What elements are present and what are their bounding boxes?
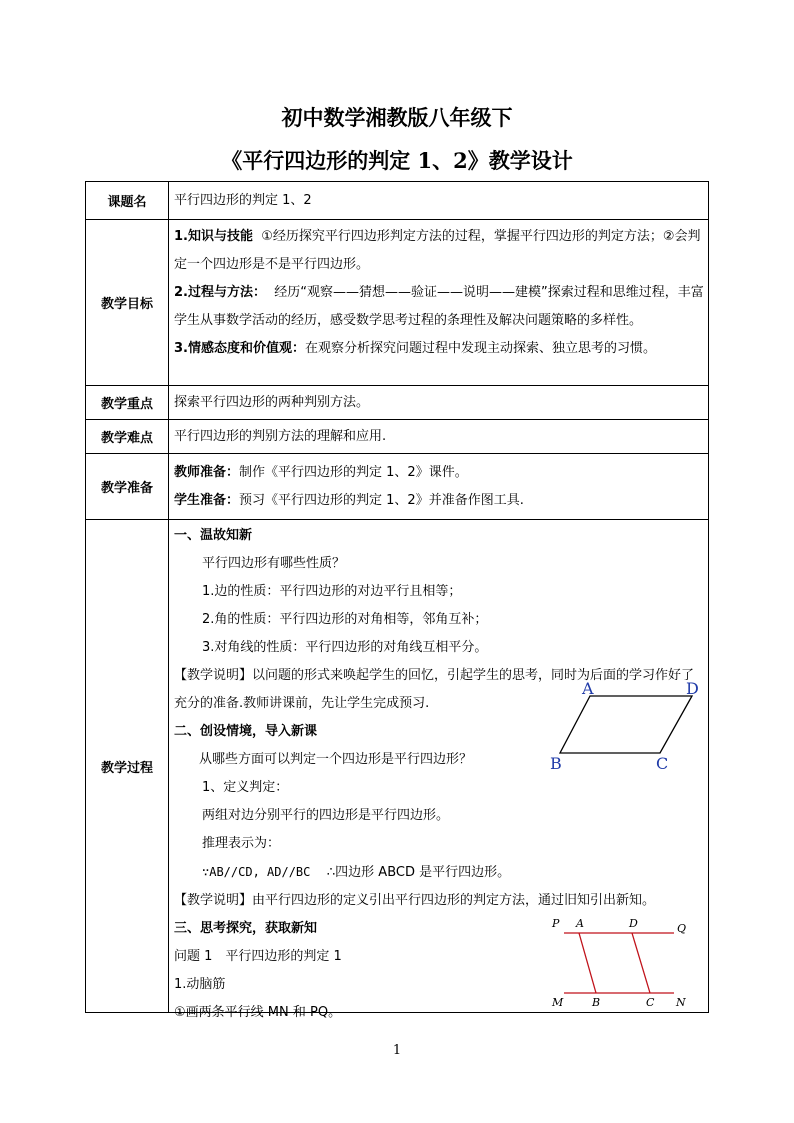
table-row-goals [86,220,709,386]
reasoning-premise: ∵AB//CD, AD//BC [202,865,311,879]
reasoning-label: 推理表示为： [202,836,281,851]
vertex-label-c: C [656,754,669,773]
point-label-p: P [552,917,560,930]
parallelogram-shape [560,696,692,753]
segment-ab [579,933,596,993]
process-content [169,520,709,1020]
row-label-difficulty: 教学难点 [86,420,169,454]
point-label-n: N [676,996,686,1009]
table-row-process [86,520,709,1013]
property-diagonals: 3.对角线的性质：平行四边形的对角线互相平分。 [202,640,488,655]
row-label-preparation: 教学准备 [86,454,169,520]
property-angles: 2.角的性质：平行四边形的对角相等，邻角互补； [202,612,488,627]
note1-text: 以问题的形式来唤起学生的回忆，引起学生的思考，同时为后面的学习作好了充分的准备.教师讲课前，先让学生完成预习. [174,668,695,711]
prep-teacher-text: 制作《平行四边形的判定 1、2》课件。 [239,465,468,480]
table-row-keypoint [86,386,709,420]
goal-process [174,279,704,335]
goal-process-text: 经历“观察——猜想——验证——说明——建模”探索过程和思维过程，丰富学生从事数学活动的经历，感受数学思考过程的条理性及解决问题策略的多样性。 [174,285,704,328]
definition-heading: 1、定义判定： [202,780,289,795]
prep-student-text: 预习《平行四边形的判定 1、2》并准备作图工具. [239,493,524,508]
vertex-label-d: D [686,679,699,698]
note1-tag: 【教学说明】 [174,668,253,683]
definition-text: 两组对边分别平行的四边形是平行四边形。 [202,808,450,823]
note2-tag: 【教学说明】 [174,893,253,908]
goal-emotion [174,335,704,363]
prep-teacher-head: 教师准备： [174,465,240,480]
page-number: 1 [392,1043,402,1058]
goal-knowledge [174,223,704,279]
point-label-q: Q [677,922,687,935]
table-row-topic [86,182,709,220]
parallelogram-figure [550,679,702,773]
row-label-keypoint: 教学重点 [86,386,169,420]
goal-knowledge-text: ①经历探究平行四边形判定方法的过程，掌握平行四边形的判定方法；②会判定一个四边形是不是平行四边形。 [174,229,701,272]
draw-instruction: ①画两条平行线 MN 和 PQ。 [174,1005,342,1020]
property-sides: 1.边的性质：平行四边形的对边平行且相等； [202,584,462,599]
goals-content [169,220,709,386]
teaching-note-2 [174,887,704,915]
document-title-line2: 《平行四边形的判定 1、2》教学设计 [221,148,573,173]
topic-value: 平行四边形的判定 1、2 [169,182,709,220]
keypoint-value: 探索平行四边形的两种判别方法。 [169,386,709,420]
table-row-difficulty [86,420,709,454]
intro-question: 从哪些方面可以判定一个四边形是平行四边形？ [199,752,473,767]
goal-emotion-head: 3.情感态度和价值观： [174,341,305,356]
document-title-line1: 初中数学湘教版八年级下 [281,105,513,130]
prep-student [174,487,704,515]
point-label-d: D [629,917,638,930]
goal-emotion-text: 在观察分析探究问题过程中发现主动探索、独立思考的习惯。 [304,341,656,356]
section2-heading: 二、创设情境，导入新课 [174,724,318,739]
review-question: 平行四边形有哪些性质？ [202,556,346,571]
row-label-goals: 教学目标 [86,220,169,386]
point-label-b: B [592,996,601,1009]
note2-text: 由平行四边形的定义引出平行四边形的判定方法，通过旧知引出新知。 [252,893,656,908]
point-label-m: M [552,996,564,1009]
difficulty-value: 平行四边形的判别方法的理解和应用. [169,420,709,454]
segment-dc [632,933,650,993]
reasoning-line [174,858,704,887]
point-label-a: A [576,917,584,930]
lesson-plan-table [85,181,709,1020]
goal-knowledge-head: 1.知识与技能 [174,229,253,244]
brainstorm-heading: 1.动脑筋 [174,977,226,992]
prep-student-head: 学生准备： [174,493,240,508]
row-label-topic: 课题名 [86,182,169,220]
parallel-lines-figure [552,913,702,1008]
reasoning-conclusion: ∴四边形 ABCD 是平行四边形。 [326,865,511,880]
goal-process-head: 2.过程与方法： [174,285,266,300]
vertex-label-b: B [550,754,562,773]
point-label-c: C [646,996,655,1009]
table-row-preparation [86,454,709,520]
preparation-content [169,454,709,520]
section1-heading: 一、温故知新 [174,528,253,543]
prep-teacher [174,459,704,487]
row-label-process: 教学过程 [86,520,169,1013]
problem1-title: 问题 1 平行四边形的判定 1 [174,949,342,964]
section3-heading: 三、思考探究，获取新知 [174,921,318,936]
vertex-label-a: A [582,679,594,698]
